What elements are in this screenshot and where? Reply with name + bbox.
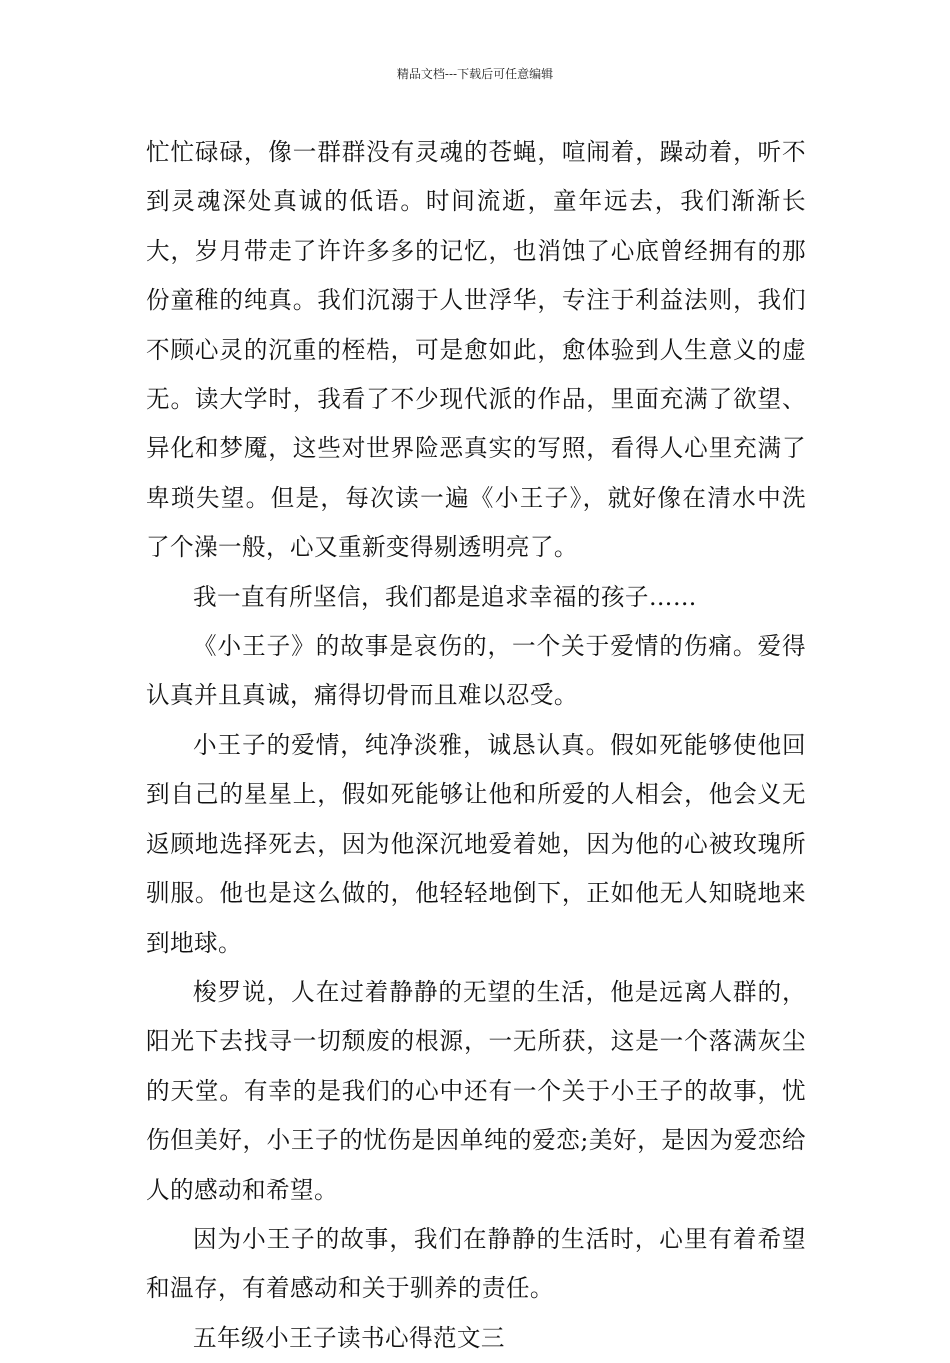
paragraph-continuation: 忙忙碌碌，像一群群没有灵魂的苍蝇，喧闹着，躁动着，听不到灵魂深处真诚的低语。时间流逝，童年远去，我们渐渐长大，岁月带走了许许多多的记忆，也消蚀了心底曾经拥有的那份童稚的纯真。我们沉溺于人世浮华，专注于利益法则，我们不顾心灵的沉重的桎梏，可是愈如此，愈体验到人生意义的虚无。读大学时，我看了不少现代派的作品，里面充满了欲望、异化和梦魇，这些对世界险恶真实的写照，看得人心里充满了卑琐失望。但是，每次读一遍《小王子》，就好像在清水中洗了个澡一般，心又重新变得剔透明亮了。 — [146, 138, 806, 562]
paragraph-thoreau: 梭罗说，人在过着静静的无望的生活，他是远离人群的，阳光下去找寻一切颓废的根源，一无所获，这是一个落满灰尘的天堂。有幸的是我们的心中还有一个关于小王子的故事，忧伤但美好，小王子的忧伤是因单纯的爱恋;美好，是因为爱恋给人的感动和希望。 — [146, 977, 806, 1204]
section-heading: 五年级小王子读书心得范文三 — [193, 1323, 505, 1352]
paragraph-sad-story: 《小王子》的故事是哀伤的，一个关于爱情的伤痛。爱得认真并且真诚，痛得切骨而且难以忍受。 — [146, 632, 806, 710]
paragraph-belief: 我一直有所坚信，我们都是追求幸福的孩子…… — [193, 582, 697, 611]
paragraph-love: 小王子的爱情，纯净淡雅，诚恳认真。假如死能够使他回到自己的星星上，假如死能够让他和所爱的人相会，他会义无返顾地选择死去，因为他深沉地爱着她，因为他的心被玫瑰所驯服。他也是这么做的，他轻轻地倒下，正如他无人知晓地来到地球。 — [146, 730, 806, 957]
page-header: 精品文档---下载后可任意编辑 — [396, 67, 554, 81]
document-body — [146, 128, 806, 1363]
paragraph-hope: 因为小王子的故事，我们在静静的生活时，心里有着希望和温存，有着感动和关于驯养的责任。 — [146, 1224, 806, 1303]
